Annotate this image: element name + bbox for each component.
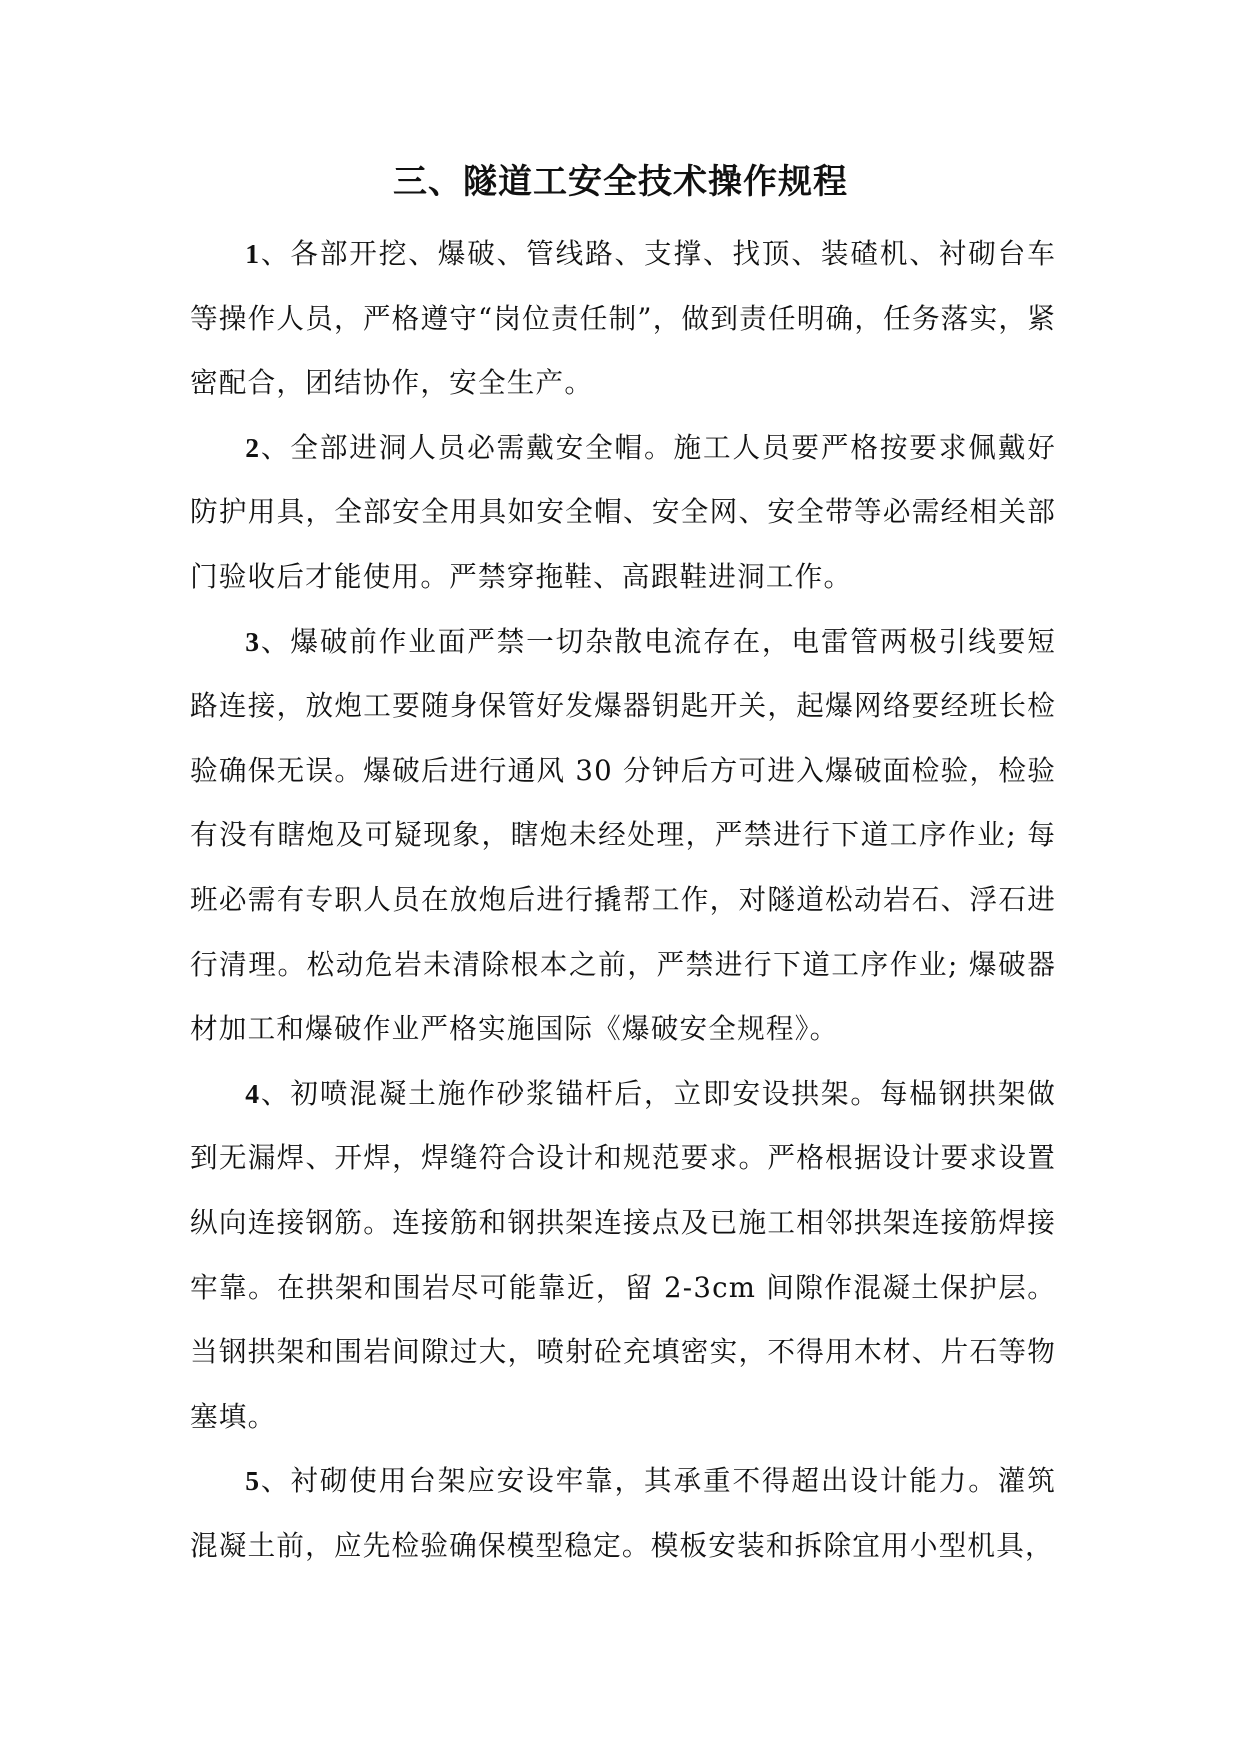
paragraph-number: 3: [245, 625, 261, 657]
paragraph-number: 2: [245, 431, 261, 463]
document-body: [190, 222, 1056, 1578]
paragraph-text: 、各部开挖、爆破、管线路、支撑、找顶、装碴机、衬砌台车等操作人员，严格遵守“岗位责任制”，做到责任明确，任务落实，紧密配合，团结协作，安全生产。: [190, 237, 1056, 400]
paragraph-2: [190, 416, 1056, 610]
paragraph-1: [190, 222, 1056, 416]
paragraph-number: 5: [245, 1465, 261, 1497]
paragraph-text: 、全部进洞人员必需戴安全帽。施工人员要严格按要求佩戴好防护用具，全部安全用具如安全帽、安全网、安全带等必需经相关部门验收后才能使用。严禁穿拖鞋、高跟鞋进洞工作。: [190, 430, 1056, 593]
paragraph-number: 4: [245, 1077, 261, 1109]
paragraph-5: [190, 1449, 1056, 1578]
paragraph-3: [190, 610, 1056, 1062]
document-title: 三、隧道工安全技术操作规程: [393, 162, 848, 202]
paragraph-text: 、初喷混凝土施作砂浆锚杆后，立即安设拱架。每榀钢拱架做到无漏焊、开焊，焊缝符合设计和规范要求。严格根据设计要求设置纵向连接钢筋。连接筋和钢拱架连接点及已施工相邻拱架连接筋焊接牢靠。在拱架和围岩尽可能靠近，留 2-3cm 间隙作混凝土保护层。当钢拱架和围岩间隙过大，喷射砼充填密实，不得用木材、片石等物塞填。: [190, 1076, 1056, 1433]
paragraph-text: 、衬砌使用台架应安设牢靠，其承重不得超出设计能力。灌筑混凝土前，应先检验确保模型稳定。模板安装和拆除宜用小型机具，: [190, 1464, 1056, 1562]
paragraph-4: [190, 1062, 1056, 1450]
paragraph-text: 、爆破前作业面严禁一切杂散电流存在，电雷管两极引线要短路连接，放炮工要随身保管好发爆器钥匙开关，起爆网络要经班长检验确保无误。爆破后进行通风 30 分钟后方可进入爆破面检验，检验有没有瞎炮及可疑现象，瞎炮未经处理，严禁进行下道工序作业; 每班必需有专职人员在放炮后进行撬帮工作，对隧道松动岩石、浮石进行清理。松动危岩未清除根本之前，严禁进行下道工序作业; 爆破器材加工和爆破作业严格实施国际《爆破安全规程》。: [190, 624, 1056, 1046]
paragraph-number: 1: [245, 238, 261, 269]
